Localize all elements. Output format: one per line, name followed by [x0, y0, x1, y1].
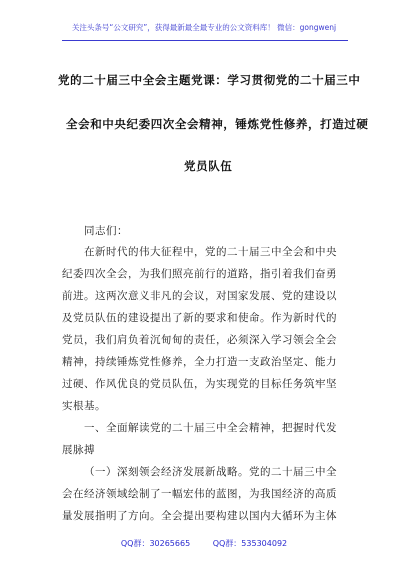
paragraph-line: 量发展指明了方向。全会提出要构建以国内大循环为主体: [62, 510, 337, 522]
document-title-line-3: 党员队伍: [184, 159, 233, 173]
section-heading-line: 一、全面解读党的二十届三中全会精神，把握时代发: [84, 422, 337, 434]
paragraph-line: 前进。这两次意义非凡的会议，对国家发展、党的建设以: [62, 290, 337, 302]
paragraph-line: 过硬、作风优良的党员队伍，为实现党的目标任务筑牢坚: [62, 378, 337, 390]
paragraph-line: （一）深刻领会经济发展新战略。党的二十届三中全: [84, 466, 337, 478]
paragraph-line: 实根基。: [62, 400, 106, 412]
paragraph-line: 在新时代的伟大征程中，党的二十届三中全会和中央: [84, 246, 337, 258]
footer-contacts: [0, 538, 408, 549]
footer-qq-group-2: QQ群：535304092: [212, 539, 288, 548]
paragraph-line: 党员，我们肩负着沉甸甸的责任，必须深入学习领会全会: [62, 334, 337, 346]
document-title-line-1: 党的二十届三中全会主题党课：学习贯彻党的二十届三中: [58, 73, 361, 87]
section-heading-line: 展脉搏: [62, 444, 95, 456]
salutation: 同志们：: [84, 225, 128, 237]
paragraph-line: 纪委四次全会，为我们照亮前行的道路，指引着我们奋勇: [62, 268, 337, 280]
header-note: 关注头条号“公文研究”，获得最新最全最专业的公文资料库！ 微信：gongwenj: [71, 23, 337, 32]
header-divider: [62, 40, 348, 41]
paragraph-line: 会在经济领域绘制了一幅宏伟的蓝图，为我国经济的高质: [62, 488, 337, 500]
paragraph-line: 精神，持续锤炼党性修养，全力打造一支政治坚定、能力: [62, 356, 337, 368]
footer-qq-group-1: QQ群：30265665: [120, 539, 191, 548]
document-title-line-2: 全会和中央纪委四次全会精神，锤炼党性修养，打造过硬: [66, 117, 369, 131]
paragraph-line: 及党员队伍的建设提出了新的要求和使命。作为新时代的: [62, 312, 337, 324]
